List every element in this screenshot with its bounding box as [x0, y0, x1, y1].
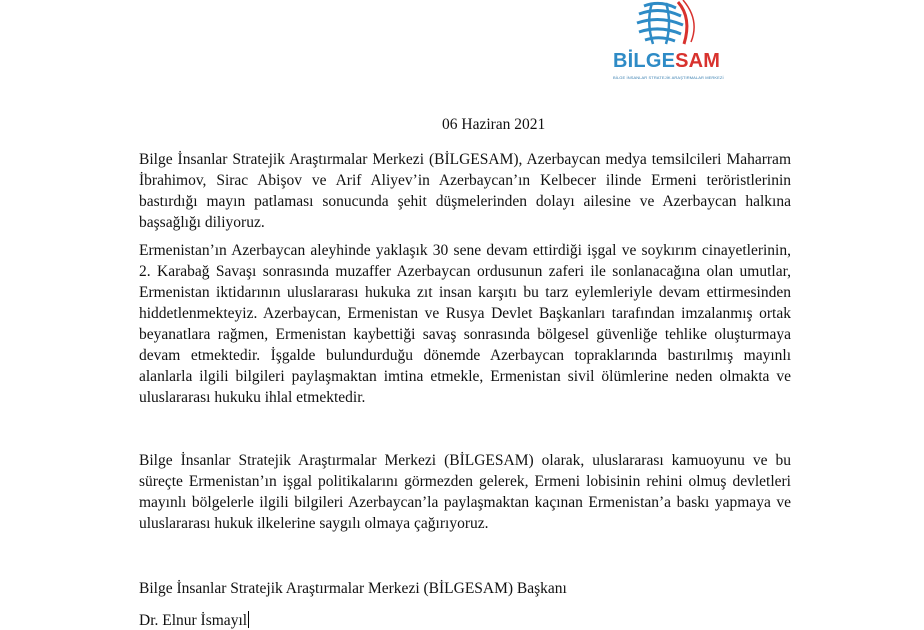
logo-wordmark — [613, 50, 720, 72]
paragraph-occupation: Ermenistan’ın Azerbaycan aleyhinde yaklaşık 30 sene devam ettirdiği işgal ve soykırım cinayetlerinin, 2. Karabağ Savaşı sonrasında muzaffer Azerbaycan ordusunun zaferi ile sonlanacağına olan umutlar, Ermenistan iktidarının uluslararası hukuka zıt insan karşıtı bu tarz eylemleriyle devam ettirmesinden hiddetlenmekteyiz. Azerbaycan, Ermenistan ve Rusya Devlet Başkanları tarafından imzalanmış ortak beyanatlara rağmen, Ermenistan kaybettiği savaş sonrasında bölgesel güvenliğe tehlike oluşturmaya devam etmektedir. İşgalde bulundurduğu dönemde Azerbaycan topraklarında bastırılmış mayınlı alanlarla ilgili bilgileri paylaşmaktan imtina etmekle, Ermenistan sivil ölümlerine neden olmakta ve uluslararası hukuku ihlal etmektedir. — [139, 242, 791, 406]
text-cursor — [248, 611, 249, 628]
signature-organization: Bilge İnsanlar Stratejik Araştırmalar Merkezi (BİLGESAM) Başkanı — [139, 580, 567, 597]
globe-logo-icon — [608, 0, 708, 50]
bilgesam-logo — [608, 0, 728, 86]
logo-wordmark-part1: BİLGE — [613, 50, 676, 72]
logo-tagline: BİLGE İNSANLAR STRATEJİK ARAŞTIRMALAR MERKEZİ — [613, 75, 724, 80]
paragraph-call: Bilge İnsanlar Stratejik Araştırmalar Merkezi (BİLGESAM) olarak, uluslararası kamuoyunu ve bu süreçte Ermenistan’ın işgal politikalarını görmezden gelerek, Ermeni lobisinin rehini olmuş devletleri mayınlı bölgelerle ilgili bilgileri Azerbaycan’la paylaşmaktan kaçınan Ermenistan’a baskı yapmaya ve uluslararası hukuk ilkelerine saygılı olmaya çağırıyoruz. — [139, 452, 791, 532]
signature-line[interactable] — [139, 611, 249, 630]
signature-name: Dr. Elnur İsmayıl — [139, 612, 248, 629]
document-date: 06 Haziran 2021 — [442, 116, 546, 133]
logo-wordmark-part2: SAM — [675, 50, 721, 72]
paragraph-condolence: Bilge İnsanlar Stratejik Araştırmalar Merkezi (BİLGESAM), Azerbaycan medya temsilcileri Maharram İbrahimov, Sirac Abişov ve Arif Aliyev’in Azerbaycan’ın Kelbecer ilinde Ermeni teröristlerinin bastırdığı mayın patlaması sonucunda şehit düşmelerinden dolayı ailesine ve Azerbaycan halkına başsağlığı diliyoruz. — [139, 151, 791, 231]
